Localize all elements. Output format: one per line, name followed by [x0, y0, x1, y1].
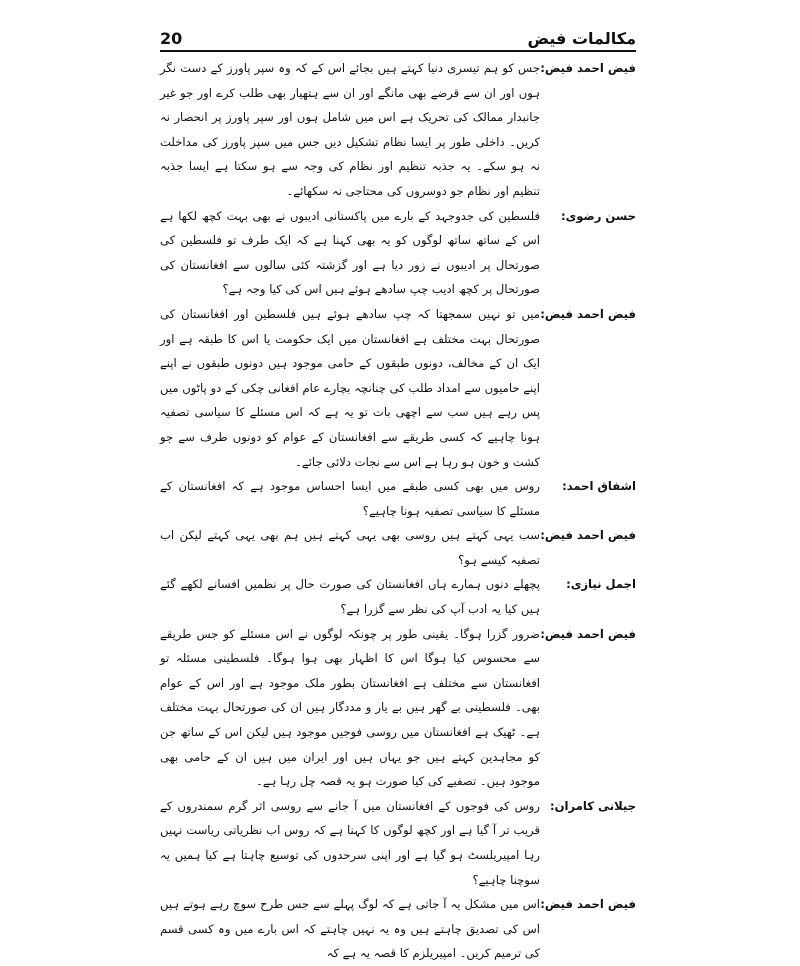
speech-text: روس کی فوجوں کے افغانستان میں آ جانے سے روسی اثر گرم سمندروں کے قریب تر آ گیا ہے اور کچھ لوگوں کا کہنا ہے کہ روس اب نظریاتی ریاست نہیں رہا امپیریلسٹ ہو گیا ہے اور اپنی سرحدوں کی توسیع چاہتا ہے کیا ہمیں یہ سوچنا چاہیے؟: [160, 798, 540, 887]
page-header: [160, 18, 636, 48]
speech-text: روس میں بھی کسی طبقے میں ایسا احساس موجود ہے کہ افغانستان کے مسئلے کا سیاسی تصفیہ ہونا چاہیے؟: [160, 479, 540, 518]
header-divider: [160, 50, 636, 52]
dialogue-entry: [160, 572, 636, 621]
dialogue-entry: [160, 204, 636, 302]
speaker-name: جیلانی کامران:: [549, 798, 636, 813]
speaker-name: حسن رضوی:: [560, 208, 636, 223]
dialogue-entry: [160, 892, 636, 966]
running-title: مکالمات فیض: [527, 29, 636, 48]
dialogue-entry: [160, 302, 636, 474]
speaker-name: فیض احمد فیض:: [540, 61, 636, 75]
speaker-name: اجمل نیازی:: [566, 577, 636, 592]
speech-text: اس میں مشکل یہ آ جاتی ہے کہ لوگ پہلے سے جس طرح سوچ رہے ہوتے ہیں اس کی تصدیق چاہتے ہیں وہ یہ نہیں چاہتے کہ اس بارے میں وہ کسی قسم کی ترمیم کریں۔ امپیریلزم کا قصہ یہ ہے کہ: [160, 897, 540, 961]
speech-text: ضرور گزرا ہوگا۔ یقینی طور پر چونکہ لوگوں نے اس مسئلے کو جس طریقے سے محسوس کیا ہوگا اس کا اظہار بھی ہوا ہوگا۔ فلسطینی مسئلہ تو افغانستان سے مختلف ہے افغانستان بطور ملک موجود ہے اور اس کے عوام بھی۔ فلسطینی بے گھر ہیں بے یار و مددگار ہیں ان کی صورتحال بہت مختلف ہے۔ ٹھیک ہے افغانستان میں روسی فوجیں موجود ہیں لیکن اس کے ساتھ جن کو مجاہدین کہتے ہیں جو یہاں ہیں اور ایران میں ہیں ان کے حامی بھی موجود ہیں۔ تصفیے کی کیا صورت ہو یہ قصہ چل رہا ہے۔: [160, 626, 540, 789]
dialogue-entry: [160, 622, 636, 794]
dialogue-entry: [160, 523, 636, 572]
interview-transcript: [160, 56, 636, 961]
speech-text: فلسطین کی جدوجہد کے بارے میں پاکستانی ادیبوں نے بھی بہت کچھ لکھا ہے اس کے ساتھ ساتھ لوگوں کو یہ بھی کہنا ہے کہ ایک طرف تو فلسطین کی صورتحال پر ادیبوں نے زور دیا ہے اور گزشتہ کئی سالوں سے افغانستان کی صورتحال پر کچھ ادیب چپ سادھے ہوئے ہیں اس کی کیا وجہ ہے؟: [160, 208, 540, 297]
speech-text: پچھلے دنوں ہمارے ہاں افغانستان کی صورت حال پر نظمیں افسانے لکھے گئے ہیں کیا یہ ادب آپ کی نظر سے گزرا ہے؟: [160, 577, 540, 617]
speaker-name: اشفاق احمد:: [562, 479, 636, 494]
page-number: 20: [160, 29, 183, 48]
dialogue-entry: [160, 56, 636, 204]
dialogue-entry: [160, 474, 636, 523]
speech-text: میں تو نہیں سمجھتا کہ چپ سادھے ہوئے ہیں فلسطین اور افغانستان کی صورتحال بہت مختلف ہے افغانستان میں ایک حکومت یا اس کا طبقہ ہے اور ایک ان کے مخالف، دونوں طبقوں کے حامی موجود ہیں دونوں طبقوں نے اپنے اپنے حامیوں سے امداد طلب کی چنانچہ بچارے عام افغانی چکی کے دو پاٹوں میں پس رہے ہیں سب سے اچھی بات تو یہ ہے کہ اس مسئلے کا سیاسی تصفیہ ہونا چاہیے کہ کسی طریقے سے افغانستان کے عوام کو دونوں طرف سے جو کشت و خون ہو رہا ہے اس سے نجات دلائی جائے۔: [160, 306, 540, 469]
dialogue-entry: [160, 794, 636, 892]
speaker-name: فیض احمد فیض:: [540, 626, 636, 641]
speech-text: سب یہی کہتے ہیں روسی بھی یہی کہتے ہیں ہم بھی یہی کہتے لیکن اب تصفیہ کیسے ہو؟: [160, 528, 540, 567]
speaker-name: فیض احمد فیض:: [540, 306, 636, 321]
speech-text: جس کو ہم تیسری دنیا کہتے ہیں بجائے اس کے کہ وہ سپر پاورز کے دست نگر ہوں اور ان سے قرضے بھی مانگے اور ان سے ہتھیار بھی طلب کرے اور جو غیر جانبدار ممالک کی تحریک ہے اس میں شامل ہوں اور سپر پاورز پر انحصار نہ کریں۔ داخلی طور پر ایسا نظام تشکیل دیں جس میں سپر پاورز کی مداخلت نہ ہو سکے۔ یہ جذبہ تنظیم اور نظام کی وجہ سے ہو سکتا ہے ایسا جذبہ تنظیم اور نظام جو دوسروں کی محتاجی نہ سکھائے۔: [160, 61, 540, 198]
speaker-name: فیض احمد فیض:: [540, 897, 636, 912]
speaker-name: فیض احمد فیض:: [540, 528, 636, 543]
